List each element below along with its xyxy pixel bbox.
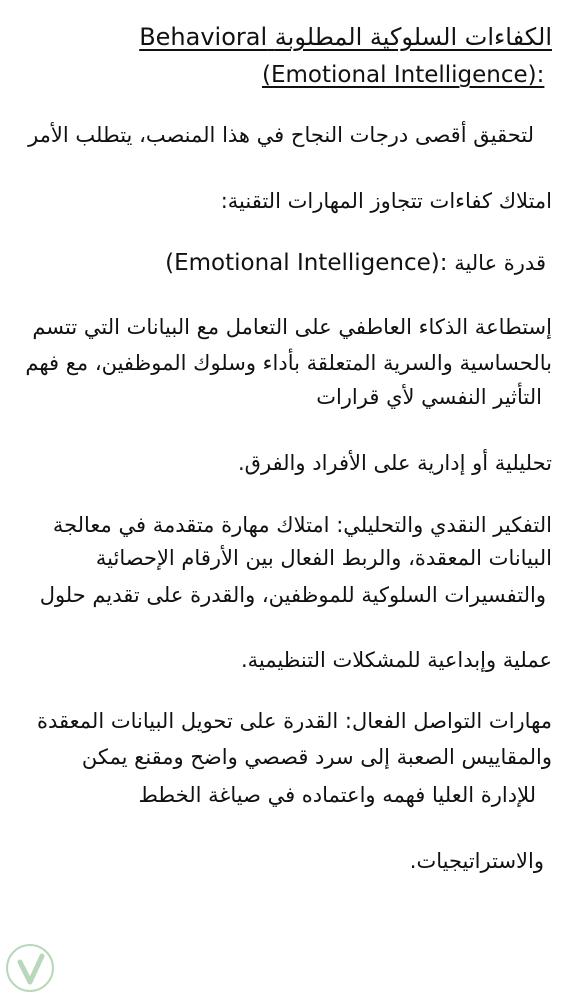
comm-line-4: والاستراتيجيات. (409, 849, 544, 873)
heading-english: Behavioral (139, 23, 268, 51)
heading-line-1 (139, 22, 552, 52)
intro-line-1: لتحقيق أقصى درجات النجاح في هذا المنصب، يتطلب الأمر (28, 123, 534, 147)
comm-line-1: مهارات التواصل الفعال: القدرة على تحويل البيانات المعقدة (37, 709, 552, 733)
critical-line-2: البيانات المعقدة، والربط الفعال بين الأرقام الإحصائية (95, 546, 552, 570)
heading-line-2: (Emotional Intelligence): (262, 62, 545, 88)
ei-paragraph-line-1: إستطاعة الذكاء العاطفي على التعامل مع البيانات التي تتسم (32, 315, 552, 339)
ei-label-english: (Emotional Intelligence): (165, 250, 448, 276)
comm-line-2: والمقاييس الصعبة إلى سرد قصصي واضح ومقنع يمكن (81, 745, 552, 769)
critical-line-4: عملية وإبداعية للمشكلات التنظيمية. (240, 648, 552, 672)
intro-line-2: امتلاك كفاءات تتجاوز المهارات التقنية: (220, 189, 552, 213)
critical-line-3: والتفسيرات السلوكية للموظفين، والقدرة على تقديم حلول (39, 583, 546, 607)
ei-label-line (165, 248, 546, 278)
ei-label-arabic: قدرة عالية (454, 251, 546, 275)
ei-paragraph-line-2: بالحساسية والسرية المتعلقة بأداء وسلوك الموظفين، مع فهم (25, 351, 552, 375)
analytic-line: تحليلية أو إدارية على الأفراد والفرق. (237, 451, 552, 475)
critical-line-1: التفكير النقدي والتحليلي: امتلاك مهارة متقدمة في معالجة (52, 513, 552, 537)
heading-arabic: الكفاءات السلوكية المطلوبة (274, 23, 552, 51)
ei-paragraph-line-3: التأثير النفسي لأي قرارات (316, 385, 542, 409)
watermark-logo-icon (4, 942, 56, 994)
comm-line-3: للإدارة العليا فهمه واعتماده في صياغة الخطط (138, 783, 536, 807)
